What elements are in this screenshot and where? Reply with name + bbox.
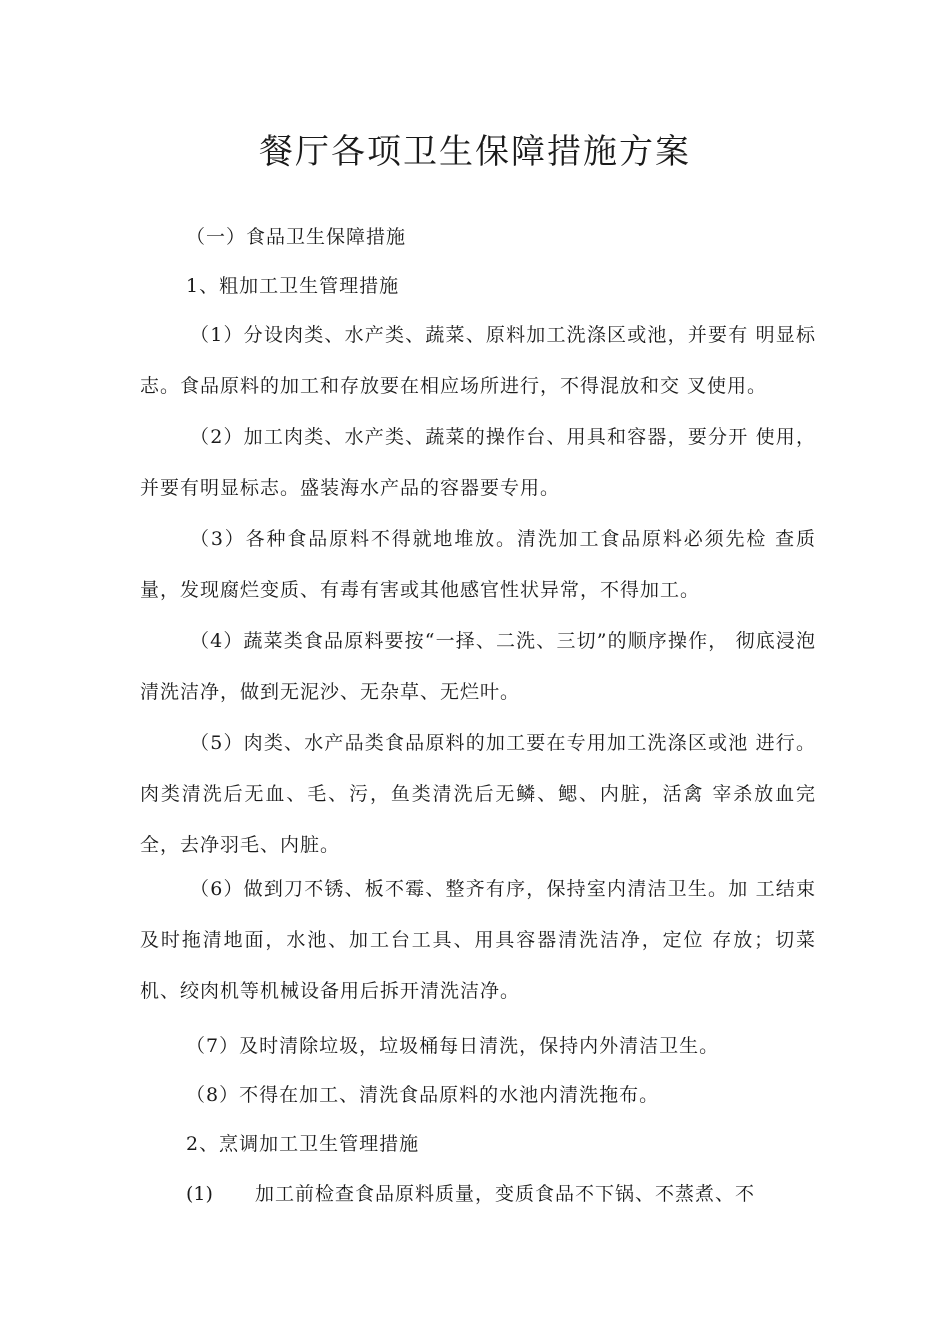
list-item-7: （7）及时清除垃圾，垃圾桶每日清洗，保持内外清洁卫生。 — [186, 1035, 720, 1057]
list-item-marker: (1) — [186, 1183, 213, 1205]
list-item-5: （5）肉类、水产品类食品原料的加工要在专用加工洗涤区或池 进行。肉类清洗后无血、毛、污，鱼类清洗后无鳞、鳃、内脏，活禽 宰杀放血完全，去净羽毛、内脏。 — [140, 732, 816, 856]
section-heading-food-hygiene: （一）食品卫生保障措施 — [186, 226, 407, 248]
list-item-3: （3）各种食品原料不得就地堆放。清洗加工食品原料必须先检 查质量，发现腐烂变质、有毒有害或其他感官性状异常，不得加工。 — [140, 528, 816, 601]
subsection-heading-rough-processing: 1、粗加工卫生管理措施 — [186, 275, 400, 297]
subsection-heading-cooking: 2、烹调加工卫生管理措施 — [186, 1133, 420, 1155]
list-item-cooking-1: 加工前检查食品原料质量，变质食品不下锅、不蒸煮、不 — [255, 1183, 756, 1205]
list-item-1: （1）分设肉类、水产类、蔬菜、原料加工洗涤区或池，并要有 明显标志。食品原料的加工和存放要在相应场所进行，不得混放和交 叉使用。 — [140, 324, 816, 397]
list-item-6: （6）做到刀不锈、板不霉、整齐有序，保持室内清洁卫生。加 工结束及时拖清地面，水池、加工台工具、用具容器清洗洁净，定位 存放；切菜机、绞肉机等机械设备用后拆开清洗洁净。 — [140, 878, 816, 1002]
list-item-4: （4）蔬菜类食品原料要按“一择、二洗、三切”的顺序操作， 彻底浸泡清洗洁净，做到无泥沙、无杂草、无烂叶。 — [140, 630, 816, 703]
list-item-2: （2）加工肉类、水产类、蔬菜的操作台、用具和容器，要分开 使用，并要有明显标志。盛装海水产品的容器要专用。 — [140, 426, 816, 499]
document-title: 餐厅各项卫生保障措施方案 — [259, 132, 691, 172]
list-item-8: （8）不得在加工、清洗食品原料的水池内清洗拖布。 — [186, 1084, 660, 1106]
